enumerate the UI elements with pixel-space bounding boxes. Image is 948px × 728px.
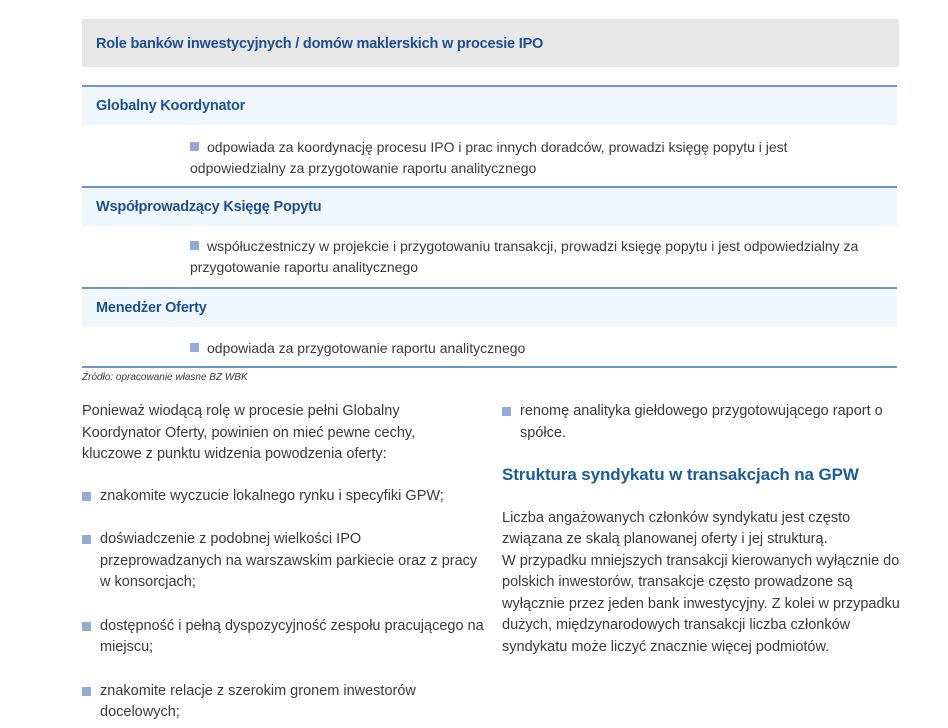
role-header-global-coordinator xyxy=(82,85,897,125)
intro-paragraph: Ponieważ wiodącą rolę w procesie pełni Globalny Koordynator Oferty, powinien on mieć pewne cechy, kluczowe z punktu widzenia powodzenia oferty: xyxy=(82,403,416,462)
trait-text: znakomite wyczucie lokalnego rynku i specyfiki GPW; xyxy=(100,487,444,504)
square-bullet-icon xyxy=(82,622,91,631)
trait-list-item xyxy=(502,401,895,444)
square-bullet-icon xyxy=(82,687,91,696)
right-column xyxy=(502,401,902,658)
table-bottom-rule xyxy=(82,366,897,368)
square-bullet-icon xyxy=(502,407,511,416)
trait-list-item xyxy=(82,486,482,508)
section-heading: Struktura syndykatu w transakcjach na GPW xyxy=(502,465,859,484)
trait-text: renomę analityka giełdowego przygotowującego raport o spółce. xyxy=(520,403,883,441)
role-name: Globalny Koordynator xyxy=(96,98,246,114)
square-bullet-icon xyxy=(190,343,199,352)
trait-text: znakomite relacje z szerokim gronem inwestorów docelowych; xyxy=(100,682,416,720)
body-paragraph: Liczba angażowanych członków syndykatu jest często związana ze skalą planowanej oferty i jej strukturą. xyxy=(502,509,851,547)
square-bullet-icon xyxy=(190,142,199,151)
table-title-bar xyxy=(82,19,899,67)
role-description xyxy=(190,338,880,359)
role-header-co-bookrunner xyxy=(82,186,897,226)
role-description xyxy=(190,137,880,179)
role-name: Współprowadzący Księgę Popytu xyxy=(96,199,322,215)
role-name: Menedżer Oferty xyxy=(96,300,207,316)
trait-text: doświadczenie z podobnej wielkości IPO przeprowadzanych na warszawskim parkiecie oraz z pracy w konsorcjach; xyxy=(100,531,478,590)
body-paragraph: W przypadku mniejszych transakcji kierowanych wyłącznie do polskich inwestorów, transakcje często prowadzone są wyłącznie przez jeden bank inwestycyjny. Z kolei w przypadku dużych, międzynarodowych transakcji liczba członków syndykatu może liczyć znacznie więcej podmiotów. xyxy=(502,552,900,655)
table-source-note: Źródło: opracowanie własne BZ WBK xyxy=(82,372,248,383)
left-column xyxy=(82,401,482,724)
trait-text: dostępność i pełną dyspozycyjność zespołu pracującego na miejscu; xyxy=(100,617,484,655)
role-description-text: odpowiada za przygotowanie raportu analitycznego xyxy=(207,340,526,356)
table-title: Role banków inwestycyjnych / domów maklerskich w procesie IPO xyxy=(96,36,544,52)
trait-list-item xyxy=(82,681,430,724)
role-header-offer-manager xyxy=(82,287,897,327)
trait-list-item xyxy=(82,616,485,659)
trait-list-item xyxy=(82,529,485,594)
square-bullet-icon xyxy=(190,241,199,250)
square-bullet-icon xyxy=(82,492,91,501)
role-description-text: współuczestniczy w projekcie i przygotowaniu transakcji, prowadzi księgę popytu i jest odpowiedzialny za przygotowanie raportu analitycznego xyxy=(190,238,859,275)
role-description xyxy=(190,236,880,278)
square-bullet-icon xyxy=(82,535,91,544)
role-description-text: odpowiada za koordynację procesu IPO i prac innych doradców, prowadzi księgę popytu i jest odpowiedzialny za przygotowanie raportu analitycznego xyxy=(190,139,788,176)
